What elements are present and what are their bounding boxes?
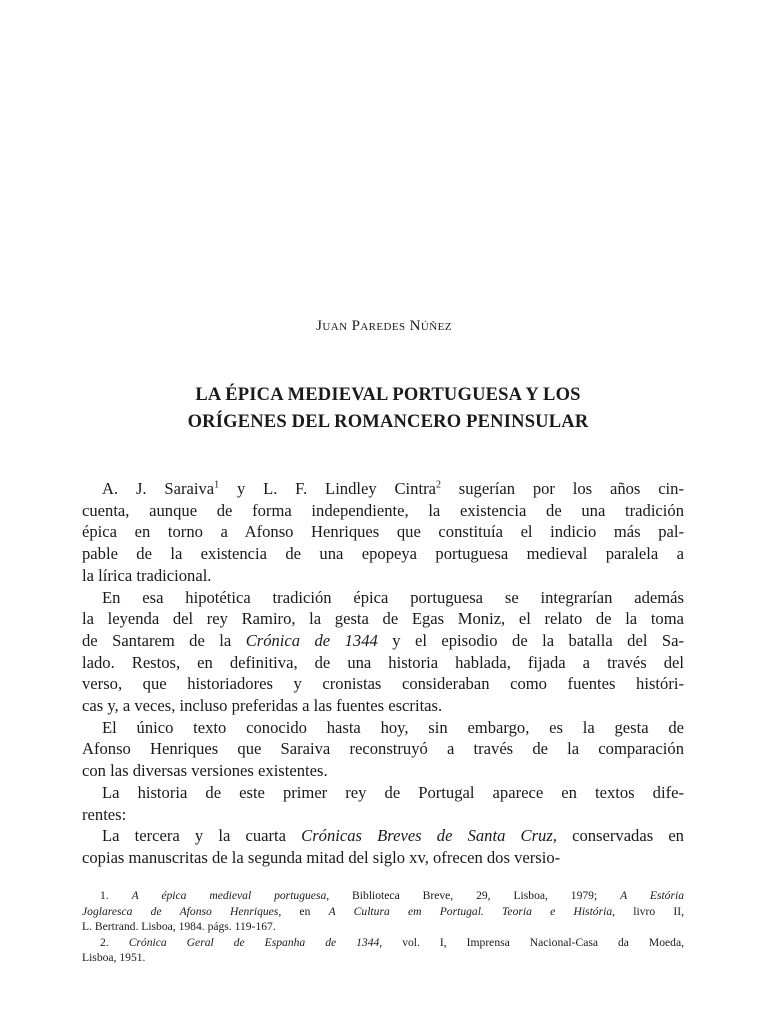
- text-run: El único texto conocido hasta hoy, sin embargo, es la gesta de: [102, 717, 684, 737]
- text-line: [82, 652, 684, 674]
- text-line: [82, 738, 684, 760]
- text-run: livro II,: [615, 904, 684, 918]
- body-text: [82, 478, 684, 869]
- text-run: en: [281, 904, 329, 918]
- text-line: [82, 478, 684, 500]
- italic-text: Crónica Geral de Espanha de 1344,: [128, 935, 383, 949]
- text-run: Afonso Henriques que Saraiva reconstruyó a través de la comparación: [82, 739, 684, 759]
- author-name: Juan Paredes Núñez: [316, 318, 452, 334]
- text-run: conservadas en: [556, 826, 684, 846]
- text-line: [82, 847, 684, 869]
- text-line: [82, 717, 684, 739]
- text-run: rentes:: [82, 804, 127, 824]
- text-run: verso, que historiadores y cronistas consideraban como fuentes históri-: [82, 674, 684, 694]
- footnote-marker: 2: [435, 479, 441, 491]
- text-run: L. Bertrand. Lisboa, 1984. págs. 119-167.: [82, 920, 276, 934]
- text-line: [82, 521, 684, 543]
- text-run: La tercera y la cuarta: [102, 826, 302, 846]
- title-line-2: ORÍGENES DEL ROMANCERO PENINSULAR: [187, 412, 589, 432]
- text-line: [82, 608, 684, 630]
- text-run: 2.: [100, 935, 129, 949]
- italic-text: A Cultura em Portugal. Teoria e História,: [328, 904, 616, 918]
- text-run: la leyenda del rey Ramiro, la gesta de Egas Moniz, el relato de la toma: [82, 609, 684, 629]
- text-line: [82, 782, 684, 804]
- text-line: [82, 760, 684, 782]
- text-run: sugerían por los años cin-: [440, 479, 684, 498]
- paragraph: [82, 825, 684, 868]
- text-line: [82, 500, 684, 522]
- paragraph: [82, 717, 684, 782]
- text-line: [82, 543, 684, 565]
- text-run: lado. Restos, en definitiva, de una historia hablada, fijada a través del: [82, 652, 684, 672]
- text-run: la lírica tradicional.: [82, 565, 212, 585]
- article-title: [0, 382, 768, 436]
- text-run: Biblioteca Breve, 29, Lisboa, 1979;: [329, 889, 621, 902]
- text-line: [82, 630, 684, 652]
- text-line: [82, 695, 684, 717]
- text-line: [82, 825, 684, 847]
- paragraph: [82, 782, 684, 825]
- text-run: A. J. Saraiva: [102, 479, 215, 498]
- text-run: En esa hipotética tradición épica portuguesa se integrarían además: [102, 587, 684, 607]
- text-run: cuenta, aunque de forma independiente, la existencia de una tradición: [82, 500, 684, 520]
- text-line: [82, 804, 684, 826]
- text-line: [82, 919, 684, 935]
- footnote: [82, 888, 684, 935]
- footnotes: [82, 888, 684, 966]
- footnote-marker: 1: [214, 479, 220, 491]
- text-run: vol. I, Imprensa Nacional-Casa da Moeda,: [382, 935, 685, 949]
- text-line: [82, 904, 684, 920]
- text-line: [82, 935, 684, 951]
- text-run: de Santarem de la: [82, 630, 246, 650]
- text-run: pable de la existencia de una epopeya portuguesa medieval paralela a: [82, 544, 684, 564]
- text-run: y L. F. Lindley Cintra: [219, 479, 436, 498]
- text-run: Lisboa, 1951.: [82, 951, 146, 965]
- text-line: [82, 950, 684, 966]
- italic-text: Crónicas Breves de Santa Cruz,: [301, 826, 557, 846]
- text-run: copias manuscritas de la segunda mitad del siglo xv, ofrecen dos versio-: [82, 847, 561, 867]
- text-line: [82, 673, 684, 695]
- text-run: con las diversas versiones existentes.: [82, 761, 328, 781]
- footnote: [82, 935, 684, 966]
- text-run: y el episodio de la batalla del Sa-: [377, 630, 684, 650]
- paragraph: [82, 587, 684, 717]
- italic-text: Joglaresca de Afonso Henriques,: [82, 904, 282, 918]
- text-run: épica en torno a Afonso Henriques que constituía el indicio más pal-: [82, 522, 684, 542]
- text-run: La historia de este primer rey de Portugal aparece en textos dife-: [102, 782, 684, 802]
- paragraph: [82, 478, 684, 587]
- text-run: 1.: [100, 889, 132, 902]
- text-line: [82, 888, 684, 904]
- text-line: [82, 587, 684, 609]
- italic-text: A épica medieval portuguesa,: [131, 889, 330, 902]
- text-run: cas y, a veces, incluso preferidas a las fuentes escritas.: [82, 696, 443, 716]
- italic-text: A Estória: [620, 889, 685, 902]
- italic-text: Crónica de 1344: [245, 630, 378, 650]
- text-line: [82, 565, 684, 587]
- title-line-1: LA ÉPICA MEDIEVAL PORTUGUESA Y LOS: [195, 385, 581, 405]
